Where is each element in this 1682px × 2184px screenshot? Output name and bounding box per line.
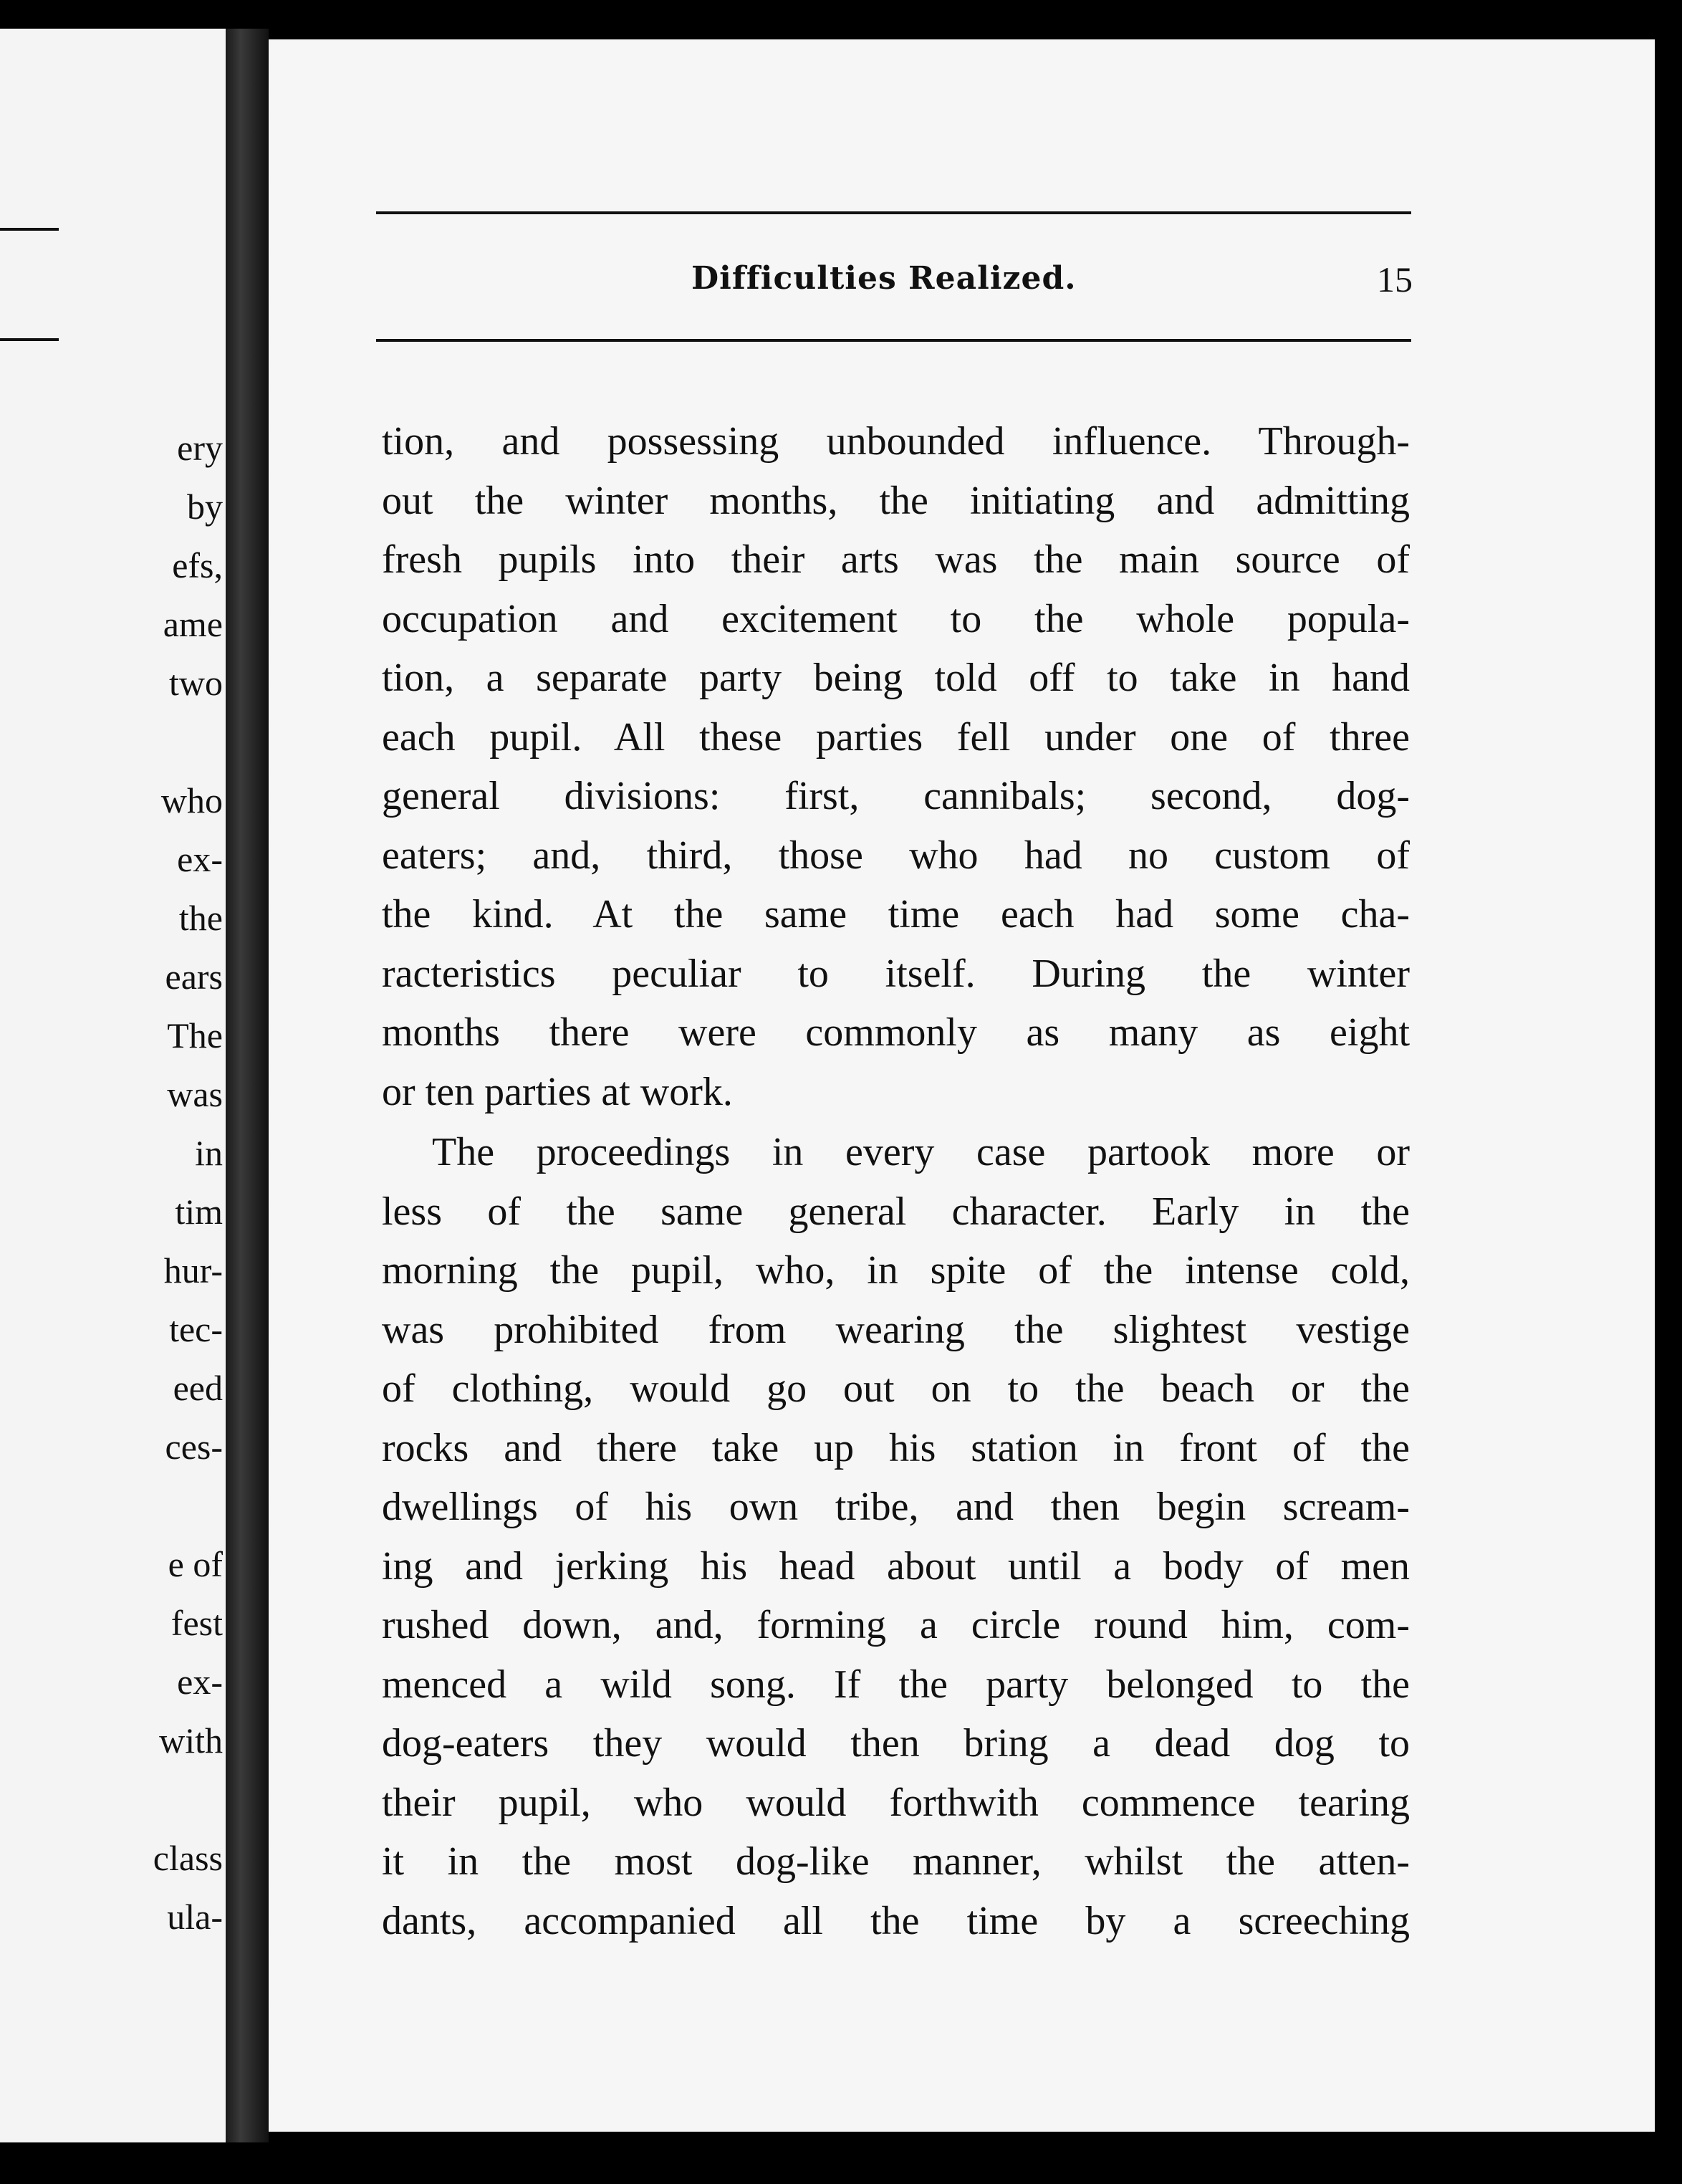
text-line: eaters; and, third, those who had no custom of: [382, 833, 1410, 878]
scan-border: [0, 2145, 1682, 2184]
text-line: racteristics peculiar to itself. During the winter: [382, 951, 1410, 996]
left-page-line: by: [187, 487, 223, 527]
text-line: ing and jerking his head about until a body of men: [382, 1543, 1410, 1589]
left-page-line: who: [160, 780, 223, 820]
left-page-line: ex-: [177, 839, 223, 879]
left-page-line: class: [153, 1838, 223, 1878]
text-line: rocks and there take up his station in front of the: [382, 1425, 1410, 1470]
running-head: Difficulties Realized.: [691, 260, 1077, 297]
left-page-line: ces-: [165, 1427, 223, 1467]
left-page-line: two: [169, 663, 223, 703]
text-line: morning the pupil, who, in spite of the intense cold,: [382, 1248, 1410, 1293]
text-line: menced a wild song. If the party belonged to the: [382, 1662, 1410, 1707]
text-line: general divisions: first, cannibals; second, dog-: [382, 774, 1410, 818]
left-page-rule-bottom: [0, 338, 59, 341]
text-line: tion, and possessing unbounded influence. Through-: [382, 419, 1410, 464]
text-line: or ten parties at work.: [382, 1069, 733, 1114]
left-page-line: with: [159, 1720, 223, 1761]
text-line: less of the same general character. Early in the: [382, 1189, 1410, 1234]
text-line: dog-eaters they would then bring a dead dog to: [382, 1721, 1410, 1766]
text-line: of clothing, would go out on to the beach or the: [382, 1366, 1410, 1411]
paragraph-1: [382, 412, 1410, 1121]
left-page-line: efs,: [172, 545, 223, 585]
text-line: fresh pupils into their arts was the main source of: [382, 537, 1410, 582]
text-line: rushed down, and, forming a circle round him, com-: [382, 1603, 1410, 1647]
left-page-line: tec-: [169, 1309, 223, 1349]
text-line: dants, accompanied all the time by a screeching: [382, 1898, 1410, 1943]
text-line: dwellings of his own tribe, and then begin scream-: [382, 1485, 1410, 1529]
left-page-line: the: [178, 898, 223, 938]
text-line: each pupil. All these parties fell under one of three: [382, 714, 1410, 760]
text-line: out the winter months, the initiating and admitting: [382, 478, 1410, 523]
left-page-line: ears: [165, 957, 223, 997]
body-text: [382, 412, 1410, 1950]
left-page-line: ery: [177, 428, 223, 468]
left-page-line: in: [195, 1133, 223, 1173]
left-page-line: e of: [168, 1544, 223, 1584]
header-rule-top: [376, 211, 1411, 214]
left-page-rule-top: [0, 228, 59, 231]
text-line: months there were commonly as many as eight: [382, 1010, 1410, 1055]
left-page-line: eed: [173, 1368, 223, 1408]
book-gutter: [226, 29, 269, 2142]
left-page-line: tim: [175, 1192, 223, 1232]
text-line: the kind. At the same time each had some cha-: [382, 892, 1410, 937]
text-line: was prohibited from wearing the slightest vestige: [382, 1307, 1410, 1352]
page-number: 15: [1377, 259, 1413, 300]
left-page-line: ame: [163, 604, 223, 644]
left-page-line: was: [167, 1074, 223, 1114]
left-page-line: hur-: [163, 1250, 223, 1290]
text-line: The proceedings in every case partook more or: [432, 1130, 1410, 1174]
paragraph-2: [382, 1123, 1410, 1950]
left-page-line: The: [167, 1015, 223, 1055]
text-line: it in the most dog-like manner, whilst the atten-: [382, 1839, 1410, 1884]
left-page-line: ula-: [167, 1897, 223, 1937]
right-page: [269, 39, 1655, 2132]
left-page-line: ex-: [177, 1662, 223, 1702]
left-facing-page: [0, 29, 226, 2142]
text-line: their pupil, who would forthwith commence tearing: [382, 1780, 1410, 1825]
left-page-line: fest: [170, 1603, 223, 1643]
text-line: occupation and excitement to the whole popula-: [382, 596, 1410, 641]
text-line: tion, a separate party being told off to take in hand: [382, 656, 1410, 700]
header-rule-bottom: [376, 339, 1411, 342]
